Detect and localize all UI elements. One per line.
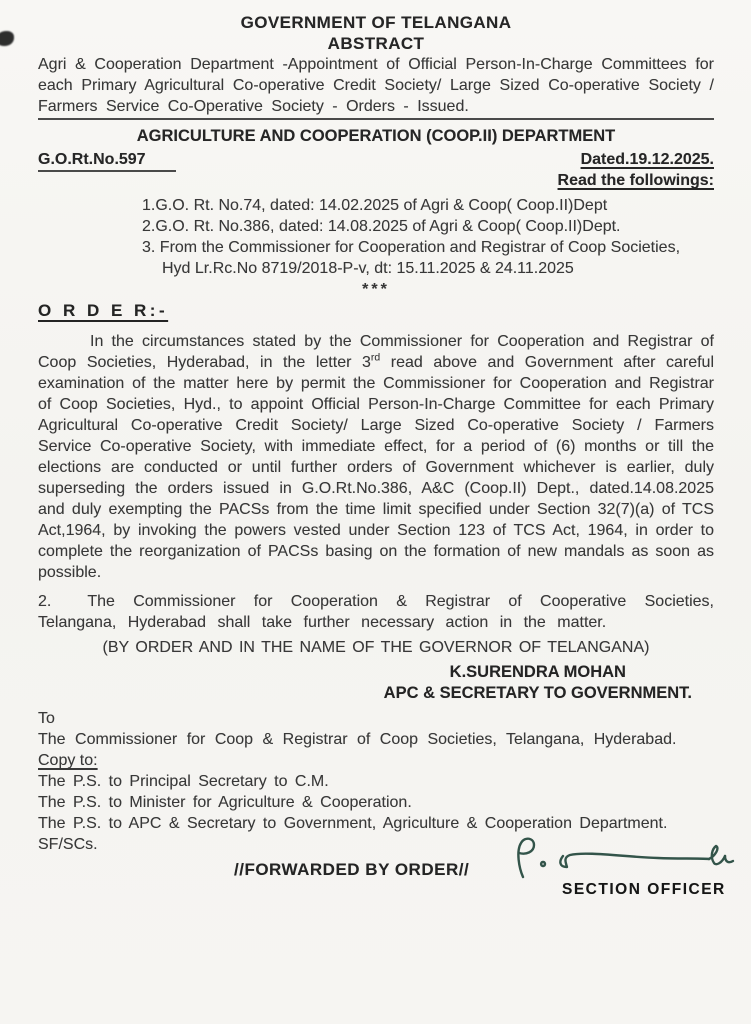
order-paragraph-1-text: In the circumstances stated by the Commissioner for Cooperation and Registrar of Coop Societies, Hyderabad, in the letter 3 [38, 333, 714, 371]
read-followings-label: Read the followings: [557, 172, 714, 189]
section-officer-label: SECTION OFFICER [562, 881, 726, 898]
order-paragraph-1-continued: read above and Government after careful examination of the matter here by permit the Commissioner for Cooperation and Registrar of Coop Societies, Hyd., to appoint Official Person-In-Charge Committee for each Primary Agricultural Co-operative Credit Society/ Large Sized Co-operative Society / Farmers Service Co-operative Society, with immediate effect, for a period of (6) months or till the elections are conducted or until further orders of Government whichever is earlier, duly superseding the orders issued in G.O.Rt.No.386, A&C (Coop.II) Dept., dated.14.08.2025 and duly exempting the PACSs from the time limit specified under Section 32(7)(a) of TCS Act,1964, by invoking the powers vested under Section 123 of TCS Act, 1964, in order to complete the reorganization of PACSs basing on the formation of new mandals as soon as possible. [38, 354, 715, 581]
forwarded-by-order-label: //FORWARDED BY ORDER// [234, 860, 470, 879]
ordinal-superscript: rd [370, 351, 381, 364]
separator-asterisks: *** [362, 281, 390, 298]
reference-item: 2.G.O. Rt. No.386, dated: 14.08.2025 of Agri & Coop( Coop.II)Dept. [142, 218, 621, 235]
reference-item: 1.G.O. Rt. No.74, dated: 14.02.2025 of Agri & Coop( Coop.II)Dept [142, 197, 608, 214]
abstract-text: Agri & Cooperation Department -Appointment of Official Person-In-Charge Committees for each Primary Agricultural Co-operative Credit Society/ Large Sized Co-operative Society / Farmers Service Co-Operative Society - Orders - Issued. [38, 54, 714, 120]
copy-to-item: The P.S. to APC & Secretary to Government, Agriculture & Cooperation Department. [38, 815, 668, 832]
order-paragraph-2 [38, 591, 714, 633]
copy-to-heading: Copy to: [38, 752, 98, 769]
go-number-row [38, 149, 714, 191]
copy-to-item: The P.S. to Minister for Agriculture & Cooperation. [38, 794, 412, 811]
abstract-heading: ABSTRACT [327, 34, 425, 53]
go-number: G.O.Rt.No.597 [38, 149, 176, 172]
order-paragraph-1 [38, 331, 714, 583]
order-paragraph-2-text: The Commissioner for Cooperation & Registrar of Cooperative Societies, Telangana, Hyderabad shall take further necessary action in the matter. [38, 593, 714, 631]
reference-item: 3. From the Commissioner for Cooperation and Registrar of Coop Societies, Hyd Lr.Rc.No 8719/2018-P-v, dt: 15.11.2025 & 24.11.2025 [142, 239, 681, 277]
reference-list [142, 195, 694, 279]
paragraph-number: 2. [38, 593, 52, 610]
copy-to-item: The P.S. to Principal Secretary to C.M. [38, 773, 329, 790]
signatory-designation: APC & SECRETARY TO GOVERNMENT. [383, 684, 692, 702]
department-heading: AGRICULTURE AND COOPERATION (COOP.II) DEPARTMENT [136, 127, 616, 145]
dated-block [558, 149, 714, 191]
signatory-block [384, 662, 692, 704]
by-order-line: (BY ORDER AND IN THE NAME OF THE GOVERNOR OF TELANGANA) [102, 639, 650, 656]
signature [506, 835, 751, 885]
sf-scs-line: SF/SCs. [38, 836, 98, 853]
forwarded-row [38, 859, 726, 899]
to-address: The Commissioner for Coop & Registrar of Coop Societies, Telangana, Hyderabad. [38, 731, 677, 748]
dated-line: Dated.19.12.2025. [580, 151, 714, 168]
document-title: GOVERNMENT OF TELANGANA [240, 13, 512, 32]
to-label: To [38, 710, 55, 727]
order-heading: O R D E R:- [38, 301, 169, 320]
signatory-name: K.SURENDRA MOHAN [449, 663, 626, 681]
signature-stroke [518, 839, 733, 877]
